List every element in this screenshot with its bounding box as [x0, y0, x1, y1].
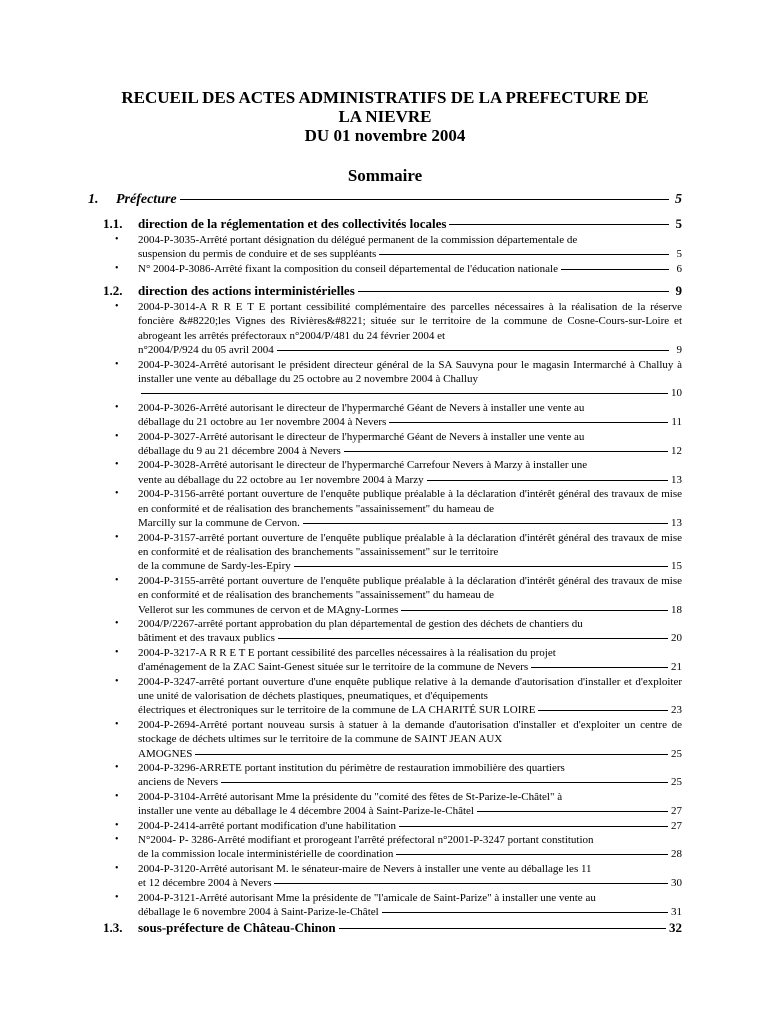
entry-page: 10: [671, 387, 682, 400]
toc-entry[interactable]: [112, 833, 682, 862]
bullet-icon: •: [115, 531, 119, 543]
document-title: [60, 88, 710, 145]
title-line-1: RECUEIL DES ACTES ADMINISTRATIFS DE LA PREFECTURE DE: [121, 88, 649, 107]
entry-last-line: [138, 847, 682, 861]
chapter-label: Préfecture: [116, 192, 177, 207]
bullet-icon: •: [115, 430, 119, 442]
entry-tail-text: déballage du 9 au 21 décembre 2004 à Nevers: [138, 445, 341, 458]
summary-heading: Sommaire: [347, 166, 423, 185]
entry-text: 2004-P-3027-Arrêté autorisant le directeur de l'hypermarché Géant de Nevers à installer une vente au: [138, 430, 585, 443]
toc-list-section-1-2: [112, 300, 682, 919]
entry-page: 13: [671, 517, 682, 530]
entry-text: 2004-P-2694-Arrêté portant nouveau sursis à statuer à la demande d'autorisation d'installer et d'exploiter un centre de stockage de déchets ultimes sur le territoire de la commune de SAINT JEAN AUX: [138, 718, 682, 746]
dot-leader: [278, 638, 668, 639]
toc-entry[interactable]: [112, 430, 682, 459]
title-line-3: DU 01 novembre 2004: [304, 126, 466, 145]
dot-leader: [382, 912, 668, 913]
entry-last-line: [138, 559, 682, 573]
dot-leader: [180, 199, 669, 200]
toc-entry[interactable]: [112, 487, 682, 530]
entry-page: 13: [671, 473, 682, 486]
toc-entry[interactable]: [112, 790, 682, 819]
bullet-icon: •: [115, 262, 119, 274]
entry-last-line: [138, 343, 682, 357]
entry-page: 6: [676, 262, 682, 275]
toc-section-1-3[interactable]: [103, 920, 682, 936]
toc-entry[interactable]: [112, 646, 682, 675]
bullet-icon: •: [115, 762, 119, 773]
entry-last-line: [138, 444, 682, 458]
entry-tail-text: d'aménagement de la ZAC Saint-Genest située sur le territoire de la commune de Nevers: [138, 661, 529, 674]
entry-last-line: [138, 386, 682, 400]
entry-text: 2004-P-3028-Arrêté autorisant le directeur de l'hypermarché Carrefour Nevers à Marzy à installer une: [138, 459, 588, 472]
dot-leader: [531, 667, 668, 668]
entry-page: 11: [671, 416, 682, 429]
entry-tail-text: et 12 décembre 2004 à Nevers: [138, 877, 272, 890]
entry-last-line: [138, 819, 682, 833]
entry-page: 28: [671, 848, 682, 861]
entry-text: 2004-P-3296-ARRETE portant institution du périmètre de restauration immobilière des quartiers: [138, 762, 565, 774]
toc-section-1-1[interactable]: [103, 216, 682, 232]
entry-text: 2004-P-3120-Arrêté autorisant M. le sénateur-maire de Nevers à installer une vente au déballage les 11: [138, 862, 592, 875]
chapter-number: 1.: [88, 192, 99, 207]
bullet-icon: •: [115, 234, 119, 245]
toc-section-1-2[interactable]: [103, 283, 682, 299]
entry-last-line: [138, 516, 682, 530]
dot-leader: [303, 523, 668, 524]
entry-last-line: [138, 631, 682, 645]
toc-entry[interactable]: [112, 862, 682, 891]
entry-text: N°2004- P- 3286-Arrêté modifiant et prorogeant l'arrêté préfectoral n°2001-P-3247 portant constitution: [138, 834, 594, 847]
toc-entry[interactable]: [112, 401, 682, 430]
entry-last-line: [138, 247, 682, 261]
toc-list-section-1-1: [112, 233, 682, 276]
toc-entry[interactable]: [112, 300, 682, 358]
toc-entry[interactable]: [112, 617, 682, 646]
section-page: 32: [669, 920, 682, 935]
entry-tail-text: bâtiment et des travaux publics: [138, 632, 275, 645]
bullet-icon: •: [115, 834, 119, 846]
bullet-icon: •: [115, 790, 119, 802]
bullet-icon: •: [115, 488, 119, 500]
entry-last-line: [138, 660, 682, 674]
bullet-icon: •: [115, 646, 119, 658]
entry-page: 5: [676, 248, 682, 261]
entry-tail-text: Marcilly sur la commune de Cervon.: [138, 517, 300, 530]
dot-leader: [339, 928, 666, 929]
entry-page: 21: [671, 661, 682, 674]
entry-last-line: [138, 747, 682, 761]
entry-tail-text: installer une vente au déballage le 4 décembre 2004 à Saint-Parize-le-Châtel: [138, 805, 474, 818]
bullet-icon: •: [115, 358, 119, 370]
entry-text: 2004/P/2267-arrêté portant approbation du plan départemental de gestion des déchets de chantiers du: [138, 617, 583, 630]
dot-leader: [294, 566, 668, 567]
bullet-icon: •: [115, 819, 119, 831]
entry-text: 2004-P-3104-Arrêté autorisant Mme la présidente du "comité des fêtes de St-Parize-le-Châtel" à: [138, 790, 563, 803]
entry-last-line: [138, 473, 682, 487]
entry-tail-text: Vellerot sur les communes de cervon et de MAgny-Lormes: [138, 603, 399, 616]
entry-page: 23: [671, 704, 682, 717]
dot-leader: [344, 451, 668, 452]
entry-text: 2004-P-3217-A R R E T E portant cessibilité des parcelles nécessaires à la réalisation du projet: [138, 646, 556, 659]
toc-entry[interactable]: [112, 675, 682, 718]
toc-entry[interactable]: [112, 233, 682, 262]
entry-text: 2004-P-3035-Arrêté portant désignation du délégué permanent de la commission départementale de: [138, 234, 578, 246]
entry-last-line: [138, 905, 682, 919]
dot-leader: [277, 350, 669, 351]
dot-leader: [399, 826, 668, 827]
section-page: 9: [675, 283, 682, 298]
dot-leader: [401, 610, 668, 611]
entry-tail-text: déballage le 6 novembre 2004 à Saint-Parize-le-Châtel: [138, 906, 379, 919]
toc-entry[interactable]: [112, 718, 682, 761]
title-line-2: LA NIEVRE: [338, 107, 432, 126]
entry-tail-text: de la commune de Sardy-les-Epiry: [138, 560, 291, 573]
entry-text: 2004-P-3014-A R R E T E portant cessibilité complémentaire des parcelles nécessaires à la réalisation de la réserve foncière &#8220;les Vignes des Rivières&#8221; située sur le territoire de la commune de Cosne-Cours-sur-Loire et abrogeant les arrêtés préfectoraux n°2004/P/481 du 24 février 2004 et: [138, 301, 682, 342]
bullet-icon: •: [115, 574, 119, 586]
entry-page: 30: [671, 877, 682, 890]
toc-entry[interactable]: [112, 262, 682, 276]
entry-tail-text: déballage du 21 octobre au 1er novembre 2004 à Nevers: [138, 416, 387, 429]
dot-leader: [427, 480, 668, 481]
entry-text: 2004-P-3155-arrêté portant ouverture de l'enquête publique préalable à la déclaration d'intérêt général des travaux de mise en conformité et de réalisation des branchements "assainissement" du hameau de: [138, 574, 682, 602]
entry-page: 12: [671, 445, 682, 458]
entry-tail-text: anciens de Nevers: [138, 776, 219, 789]
entry-text: 2004-P-3024-Arrêté autorisant le président directeur général de la SA Sauvyna pour le magasin Intermarché à Challuy à installer une vente au déballage du 25 octobre au 2 novembre 2004 à Challuy: [138, 358, 682, 386]
entry-tail-text: électriques et électroniques sur le territoire de la commune de LA CHARITÉ SUR LOIRE: [138, 704, 536, 717]
section-number: 1.3.: [103, 920, 123, 935]
entry-page: 31: [671, 906, 682, 919]
entry-page: 15: [671, 560, 682, 573]
entry-last-line: [138, 603, 682, 617]
entry-last-line: [138, 415, 682, 429]
bullet-icon: •: [115, 862, 119, 874]
section-label: sous-préfecture de Château-Chinon: [138, 920, 336, 935]
dot-leader: [195, 754, 668, 755]
bullet-icon: •: [115, 401, 119, 413]
dot-leader: [389, 422, 668, 423]
entry-last-line: [138, 775, 682, 789]
dot-leader: [221, 782, 668, 783]
entry-last-line: [138, 804, 682, 818]
entry-tail-text: N° 2004-P-3086-Arrêté fixant la composition du conseil départemental de l'éducation nationale: [138, 262, 558, 275]
dot-leader: [396, 854, 668, 855]
bullet-icon: •: [115, 301, 119, 312]
entry-last-line: [138, 876, 682, 890]
bullet-icon: •: [115, 718, 119, 730]
bullet-icon: •: [115, 617, 119, 629]
entry-text: 2004-P-3157-arrêté portant ouverture de l'enquête publique préalable à la déclaration d'intérêt général des travaux de mise en conformité et de réalisation des branchements "assainissement" sur le territoire: [138, 531, 682, 558]
entry-tail-text: 2004-P-2414-arrêté portant modification d'une habilitation: [138, 819, 396, 832]
entry-tail-text: vente au déballage du 22 octobre au 1er novembre 2004 à Marzy: [138, 473, 424, 486]
dot-leader: [477, 811, 668, 812]
entry-page: 18: [671, 603, 682, 616]
toc-entry[interactable]: [112, 891, 682, 920]
entry-tail-text: suspension du permis de conduire et de ses suppléants: [138, 248, 377, 261]
toc-entry[interactable]: [112, 531, 682, 574]
entry-last-line: [138, 703, 682, 717]
dot-leader: [379, 254, 669, 255]
entry-text: 2004-P-3121-Arrêté autorisant Mme la présidente de "l'amicale de Saint-Parize" à installer une vente au: [138, 891, 596, 904]
entry-text: 2004-P-3026-Arrêté autorisant le directeur de l'hypermarché Géant de Nevers à installer une vente au: [138, 401, 585, 414]
toc-entry[interactable]: [112, 458, 682, 487]
entry-tail-text: n°2004/P/924 du 05 avril 2004: [138, 344, 274, 357]
dot-leader: [274, 883, 668, 884]
bullet-icon: •: [115, 891, 119, 903]
section-label: direction des actions interministérielles: [138, 283, 355, 298]
dot-leader: [538, 710, 668, 711]
entry-page: 20: [671, 632, 682, 645]
entry-text: 2004-P-3156-arrêté portant ouverture de l'enquête publique préalable à la déclaration d'intérêt général des travaux de mise en conformité et de réalisation des branchements "assainissement" du hameau de: [138, 488, 682, 515]
entry-page: 27: [671, 819, 682, 832]
entry-page: 25: [671, 747, 682, 760]
entry-page: 27: [671, 805, 682, 818]
toc-entry[interactable]: [112, 761, 682, 790]
dot-leader: [358, 291, 669, 292]
entry-text: 2004-P-3247-arrêté portant ouverture d'une enquête publique relative à la demande d'autorisation d'installer et d'exploiter une unité de valorisation de déchets plastiques, pneumatiques, et d'équipements: [138, 675, 682, 702]
dot-leader: [561, 269, 669, 270]
entry-page: 25: [671, 776, 682, 789]
toc-chapter-prefecture[interactable]: [88, 192, 682, 208]
chapter-page: 5: [675, 192, 682, 207]
dot-leader: [449, 224, 669, 225]
toc-entry[interactable]: [112, 819, 682, 833]
section-label: direction de la réglementation et des collectivités locales: [138, 216, 447, 231]
bullet-icon: •: [115, 459, 119, 471]
section-number: 1.1.: [103, 216, 123, 231]
entry-page: 9: [676, 344, 682, 357]
entry-tail-text: AMOGNES: [138, 747, 193, 760]
toc-entry[interactable]: [112, 574, 682, 617]
entry-last-line: [138, 262, 682, 276]
entry-tail-text: de la commission locale interministérielle de coordination: [138, 848, 394, 861]
dot-leader: [141, 393, 668, 394]
bullet-icon: •: [115, 675, 119, 687]
section-number: 1.2.: [103, 283, 123, 298]
section-page: 5: [675, 216, 682, 231]
toc-entry[interactable]: [112, 358, 682, 401]
